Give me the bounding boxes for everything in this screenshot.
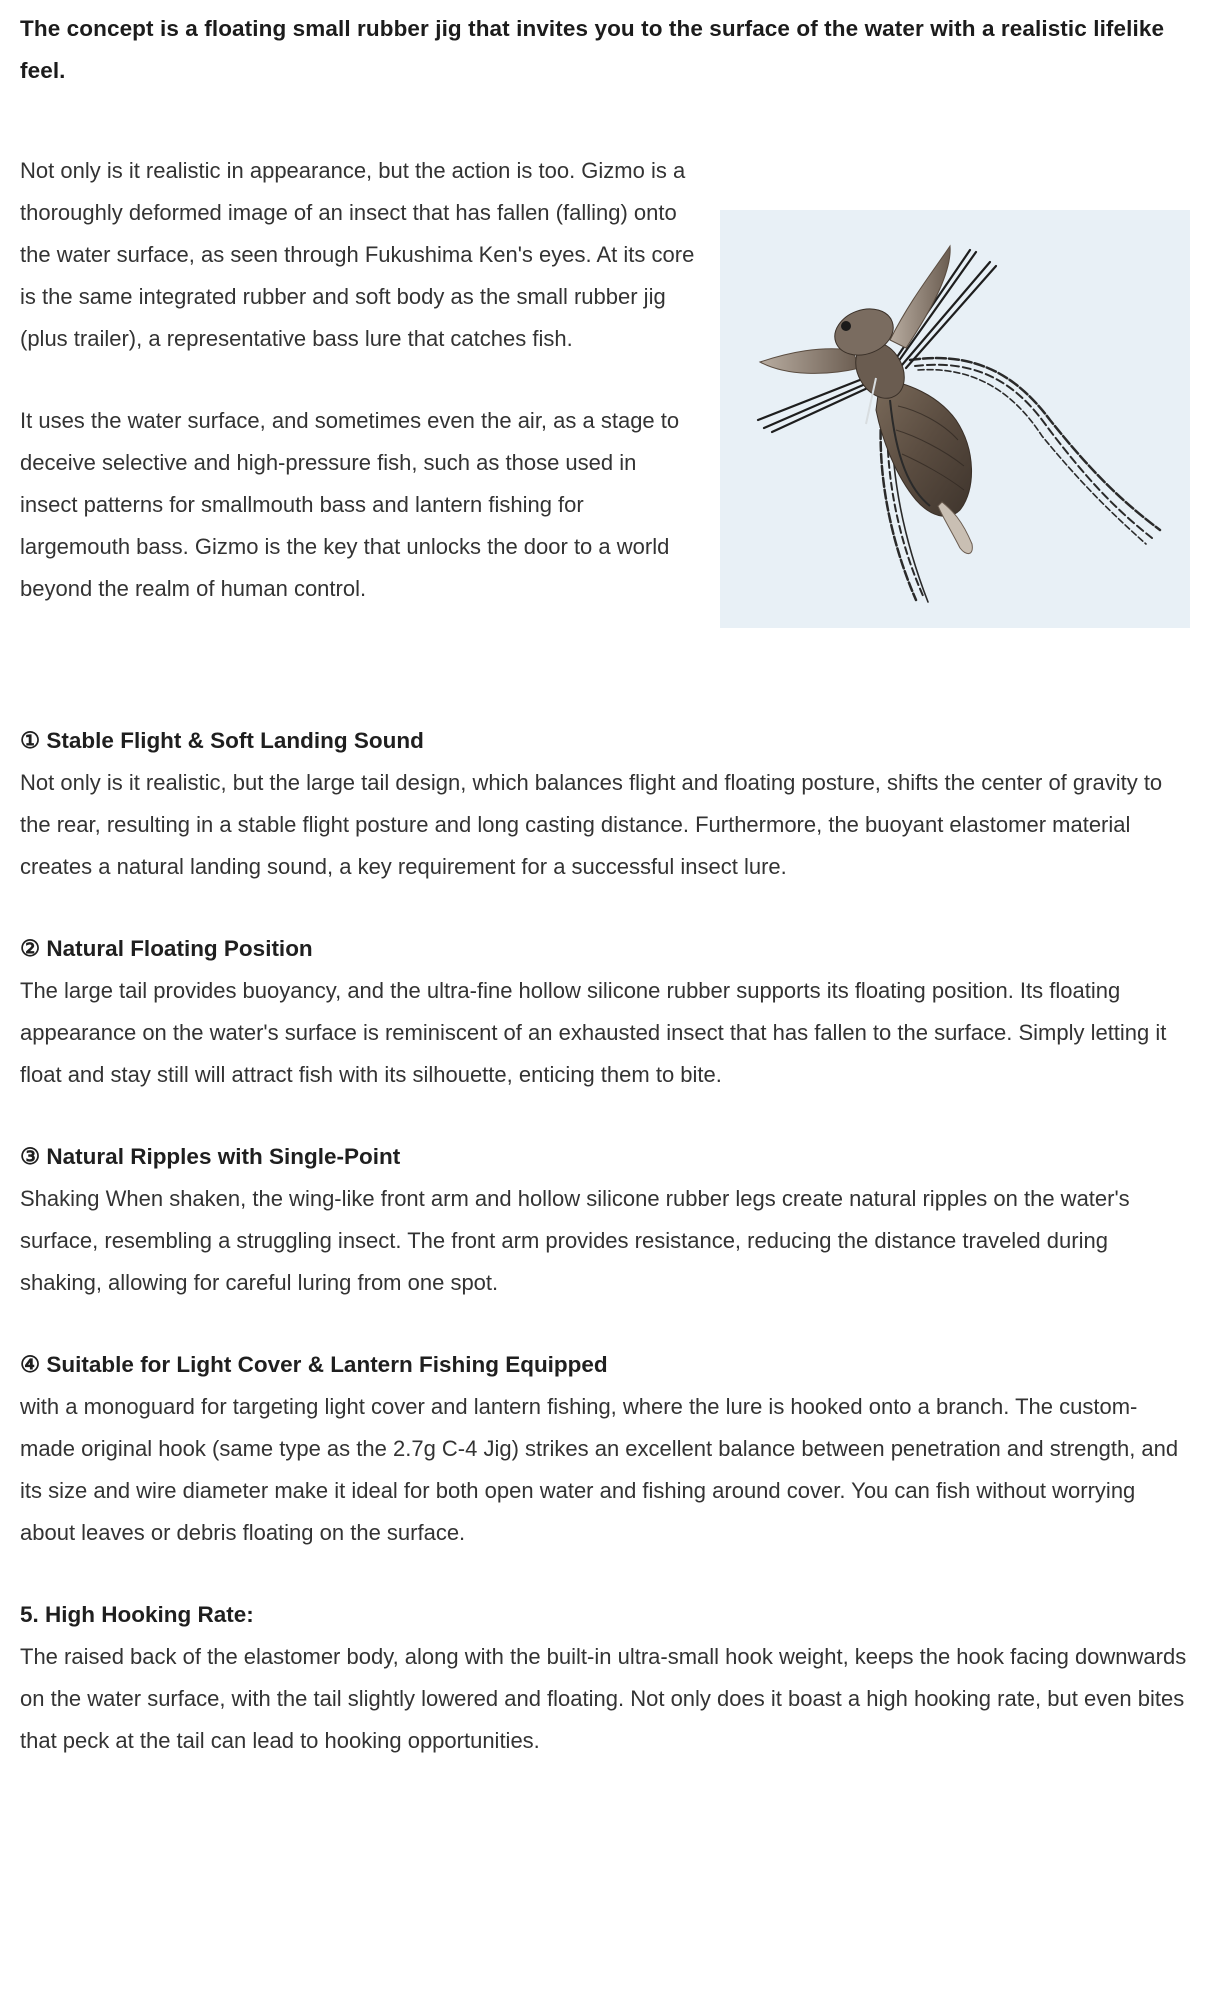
- section-body: The large tail provides buoyancy, and the ultra-fine hollow silicone rubber supports its floating position. Its floating appearance on the water's surface is reminiscent of an exhausted insect that has fallen to the surface. Simply letting it float and stay still will attract fish with its silhouette, enticing them to bite.: [20, 978, 1167, 1087]
- feature-section-5: [20, 1594, 1190, 1762]
- section-title: ① Stable Flight & Soft Landing Sound: [20, 728, 424, 753]
- left-legs: [758, 376, 872, 432]
- insect-lure-illustration: [720, 210, 1190, 628]
- feature-section-2: [20, 928, 1190, 1096]
- section-title: ② Natural Floating Position: [20, 936, 313, 961]
- article: [20, 0, 1190, 1762]
- lure-image: [720, 210, 1190, 628]
- feature-section-4: [20, 1344, 1190, 1554]
- section-body: with a monoguard for targeting light cover and lantern fishing, where the lure is hooked onto a branch. The custom-made original hook (same type as the 2.7g C-4 Jig) strikes an excellent balance between penetration and strength, and its size and wire diameter make it ideal for both open water and fishing around cover. You can fish without worrying about leaves or debris floating on the surface.: [20, 1394, 1179, 1545]
- intro-heading: The concept is a floating small rubber jig that invites you to the surface of the water with a realistic lifelike feel.: [20, 16, 1165, 83]
- section-title: ③ Natural Ripples with Single-Point: [20, 1144, 401, 1169]
- section-body: Shaking When shaken, the wing-like front arm and hollow silicone rubber legs create natural ripples on the water's surface, resembling a struggling insect. The front arm provides resistance, reducing the distance traveled during shaking, allowing for careful luring from one spot.: [20, 1186, 1130, 1295]
- section-title: 5. High Hooking Rate:: [20, 1602, 254, 1627]
- section-body: The raised back of the elastomer body, along with the built-in ultra-small hook weight, keeps the hook facing downwards on the water surface, with the tail slightly lowered and floating. Not only does it boast a high hooking rate, but even bites that peck at the tail can lead to hooking opportunities.: [20, 1644, 1187, 1753]
- intro-block: [20, 150, 1190, 638]
- paragraph-1: Not only is it realistic in appearance, but the action is too. Gizmo is a thoroughly deformed image of an insect that has fallen (falling) onto the water surface, as seen through Fukushima Ken's eyes. At its core is the same integrated rubber and soft body as the small rubber jig (plus trailer), a representative bass lure that catches fish.: [20, 158, 695, 351]
- section-body: Not only is it realistic, but the large tail design, which balances flight and floating posture, shifts the center of gravity to the rear, resulting in a stable flight posture and long casting distance. Furthermore, the buoyant elastomer material creates a natural landing sound, a key requirement for a successful insect lure.: [20, 770, 1163, 879]
- feature-section-1: [20, 720, 1190, 888]
- paragraph-2: It uses the water surface, and sometimes even the air, as a stage to deceive selective and high-pressure fish, such as those used in insect patterns for smallmouth bass and lantern fishing for largemouth bass. Gizmo is the key that unlocks the door to a world beyond the realm of human control.: [20, 408, 680, 601]
- section-title: ④ Suitable for Light Cover & Lantern Fishing Equipped: [20, 1352, 608, 1377]
- feature-section-3: [20, 1136, 1190, 1304]
- eye: [841, 321, 851, 331]
